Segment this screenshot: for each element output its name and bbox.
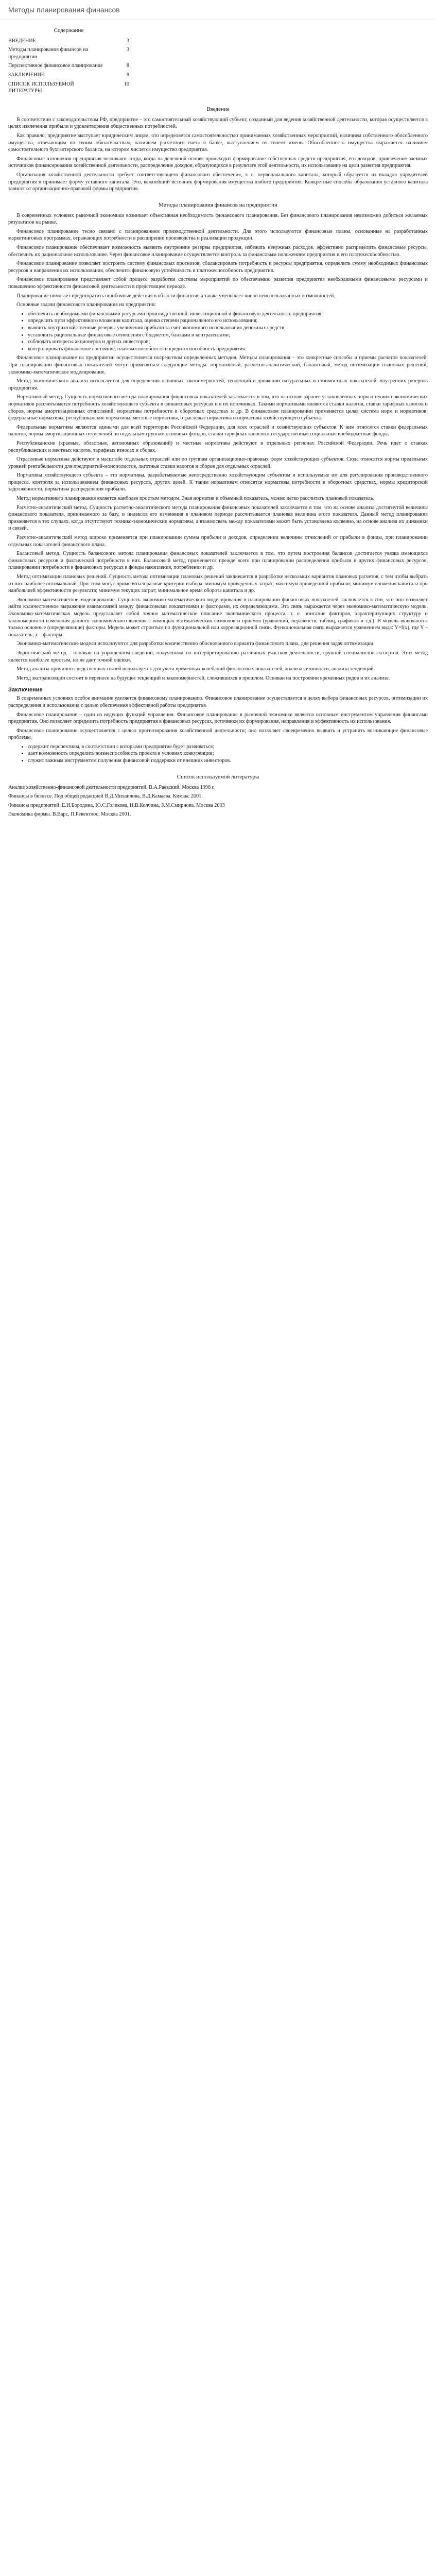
paragraph: Финансовое планирование позволяет построить систему финансовых прогнозов, сбалансировать потребность и ресурсы предприятия, определить сумму необходимых финансовых ресурсов и направления их использования, обеспечить финансовую устойчивость и платежеспособность предприятия. [8,261,428,274]
paragraph: Экономико-математическое моделирование. Сущность экономико-математического моделирования в планировании финансовых показателей заключается в том, что оно позволяет найти количественное выражение взаимосвязей между финансовыми показателями и факторами, их определяющими. Эта связь выражается через экономико-математическую модель. Экономико-математическая модель представляет собой точное математическое описание экономического процесса, т. е. описание факторов, характеризующих структуру и закономерности изменения данного экономического явления с помощью математических символов и приемов (уравнений, неравенств, таблиц, графиков и т.д.). В модель включаются только основные (определяющие) факторы. Модель может строиться по функциональной или корреляционной связи. Функциональная связь выражается уравнением вида: Y=f(x), где Y – показатель; x – факторы. [8,597,428,638]
toc-row[interactable]: ВВЕДЕНИЕ 3 [8,38,129,44]
paragraph: Основные задачи финансового планирования на предприятии: [16,302,156,308]
paragraph: Финансовое планирование обеспечивает возможность выявить внутренние резервы предприятия, избежать ненужных расходов, эффективно распределить финансовые ресурсы, обеспечить их рациональное использование. Через финансовое планирование осуществляется контроль за финансовым положением предприятия и его платежеспособностью. [8,245,428,258]
paragraph: Эвристический метод – основан на упрощенном сведении, полученном по интерпретированию различных участков деятельности, группой специалистов-экспертов. Этот метод является наиболее простым, но не дает точной оценки. [8,650,428,663]
page-header [0,0,436,20]
list-item: • выявить внутрихозяйственные резервы увеличения прибыли за счет экономного использования денежных средств; [28,325,428,332]
paragraph: Организация хозяйственной деятельности требует соответствующего финансового обеспечения, т. е. первоначального капитала, который образуется из вкладов учредителей предприятия и принимает форму уставного капитала. Это, важнейший источник формирования имущества любого предприятия. Конкретные способы образования уставного капитала зависят от организационно-правовой формы предприятия. [8,172,428,192]
methods-heading: Методы планирования финансов на предприятии [159,201,277,208]
paragraph: Нормативный метод. Сущность нормативного метода планирования финансовых показателей заключается в том, что на основе заранее установленных норм и технико-экономических нормативов рассчитывается потребность хозяйствующего субъекта в финансовых ресурсах и в их источниках. Такими нормативами являются ставки налогов, ставки тарифных взносов и сборов, нормы амортизационных отчислений, нормативы потребности в оборотных средствах и др. В финансовом планировании применяется целая система норм и нормативов: федеральные нормативы, республиканские нормативы, местные нормативы, отраслевые нормативы и нормативы хозяйствующего субъекта. [8,394,428,421]
paragraph: Финансовые отношения предприятия возникают тогда, когда на денежной основе происходит формирование собственных средств предприятия, его доходов, привлечение заемных источников финансирования хозяйственной деятельности, распределение доходов, образующихся в результате этой деятельности, их использование на цели развития предприятия. [8,156,428,169]
paragraph: Балансовый метод. Сущность балансового метода планирования финансовых показателей заключается в том, что путем построения балансов достигается увязка имеющихся финансовых ресурсов и фактической потребности в них. Балансовый метод применяется прежде всего при планировании распределения прибыли и других финансовых ресурсов, планировании потребности в финансовых ресурсах в фонды накопления, потребления и др. [8,551,428,571]
document-page [0,20,436,818]
paragraph: Финансовое планирование представляет собой процесс разработки системы мероприятий по обеспечению развития предприятия необходимыми финансовыми ресурсами и повышению эффективности финансовой деятельности в предстоящем периоде. [8,277,428,290]
list-item: • содержит перспективы, в соответствии с которыми предприятие будет развиваться; [28,743,428,751]
paragraph: Расчетно-аналитический метод. Сущность расчетно-аналитического метода планирования финансовых показателей заключается в том, что на основе анализа достигнутой величины финансового показателя, принимаемого за базу, и индексов его изменения в плановом периоде рассчитывается плановая величина этого показателя. Данный метод планирования применяется в тех случаях, когда отсутствуют технико-экономические нормативы, а взаимосвязь между показателями может быть установлена косвенно, на основе анализа их динамики и связей. [8,504,428,532]
bibliography-item: Финансы предприятий. Е.И.Бородина, Ю.С.Голикова, Н.В.Колчина, З.М.Смирнова. Москва 2003 [8,802,225,808]
bibliography-item: Финансы в бизнесе. Под общей редакцией В.Д.Михаилова, В.Д.Камаева. Кимакс 2001. [8,793,203,800]
paragraph: Отраслевые нормативы действуют в масштабе отдельных отраслей или по группам организационно-правовых форм хозяйствующих субъектов. Сюда относятся нормы предельных уровней рентабельности для предприятий-монополистов, льготные ставки налогов и сборов для отдельных отраслей. [8,456,428,469]
paragraph: Финансовое планирование – один из ведущих функций управления. Финансовое планирование в рыночной экономике является основным инструментом управления финансами предприятия. Оно позволяет определить потребность предприятия в финансовых ресурсах, источники их формирования, направления и эффективность их использования. [8,711,428,725]
toc-row[interactable]: СПИСОК ИСПОЛЬЗУЕМОЙ ЛИТЕРАТУРЫ 10 [8,81,129,94]
toc-row[interactable]: Перспективное финансовое планирование 8 [8,63,129,69]
paragraph: Финансовое планирование на предприятии осуществляется посредством определенных методов. Методы планирования – это конкретные способы и приемы расчетов показателей. При планировании финансовых показателей могут применяться следующие методы: нормативный, расчетно-аналитический, балансовый, метод оптимизации плановых решений, экономико-математическое моделирование. [8,355,428,375]
paragraph: Метод экстраполяции состоит в переносе на будущее тенденций и закономерностей, сложившихся в прошлом. Основан на построении временных рядов и их анализе. [16,675,390,681]
conclusion-heading: Заключение [8,687,43,693]
paragraph: В современных условиях особое внимание уделяется финансовому планированию. Финансовое планирование осуществляется в целях выбора финансовых ресурсов, оптимизации их распределения и использования с целью обеспечения эффективной работы предприятия. [8,696,428,708]
toc-row[interactable]: Методы планирования финансов на предприятии 3 [8,47,129,60]
list-item: • обеспечить необходимыми финансовыми ресурсами производственной, инвестиционной и финансовую деятельность предприятия; [28,311,428,318]
list-item: • служит важным инструментом получения финансовой поддержки от внешних инвесторов. [28,757,428,765]
paragraph: Экономико-математические модели используются для разработки количественно обоснованного варианта финансового плана, для решения задач оптимизации. [16,641,375,647]
paragraph: Метод анализа причинно-следственных связей используется для учета временных колебаний финансовых показателей, анализа сезонности, анализа тенденций. [16,666,375,672]
conclusion-list [8,743,428,765]
paragraph: Метод экономического анализа используется для определения основных закономерностей, тенденций в движении натуральных и стоимостных показателей, внутренних резервов предприятия. [8,378,428,391]
toc-title: Содержание [54,27,84,33]
list-item: • дает возможность определить жизнеспособность проекта в условиях конкуренции; [28,750,428,757]
toc-row[interactable]: ЗАКЛЮЧЕНИЕ 9 [8,72,129,78]
paragraph: Метод нормативного планирования является наиболее простым методом. Зная норматив и объемный показатель, можно легко рассчитать плановый показатель. [16,496,374,502]
paragraph: Финансовое планирование осуществляется с целью прогнозирования хозяйственной деятельности; оно позволяет своевременно выявить и устранить возникающие финансовые проблемы. [8,727,428,741]
list-item: • определить пути эффективного вложения капитала, оценка степени рационального его использования; [28,317,428,325]
list-item: • соблюдать интересы акционеров и других инвесторов; [28,338,428,346]
intro-heading: Введение [206,106,230,112]
paragraph: Как правило, предприятие выступает юридическим лицом, что определяется самостоятельностью принимаемых хозяйственных мероприятий, наличием собственного обособленного имущества, отвечающим по своим обязательствам, наличием расчетного счета в банке, выступлением от своего имени. Обособленность имущества выражается наличием самостоятельного бухгалтерского баланса, на котором числятся имущество предприятия. [8,132,428,153]
document-title: Методы планирования финансов [8,6,120,14]
paragraph: В соответствии с законодательством РФ, предприятие – это самостоятельный хозяйствующий субъект, созданный для ведения хозяйственной деятельности, которая осуществляется в целях извлечения прибыли и удовлетворения общественных потребностей. [8,116,428,130]
paragraph: Финансовое планирование тесно связано с планированием производственной деятельности. Для этого используются финансовые планы, основанные на разработанных маркетинговых программах, отражающих потребности в расширении производства и реализации продукции. [8,228,428,242]
paragraph: Планирование помогает предотвратить ошибочные действия в области финансов, а также уменьшает число неиспользованных возможностей. [16,293,335,299]
bibliography-item: Экономика фирмы. В.Варс, П.Ревентлос, Москва 2001. [8,811,131,818]
tasks-list [8,311,428,353]
paragraph: В современных условиях рыночной экономики возникает объективная необходимость финансового планирования. Без финансового планирования невозможно добиться желаемых результатов на рынке. [8,212,428,226]
paragraph: Республиканские (краевые, областные, автономных образований) и местные нормативы действуют в отдельных регионах Российской Федерации. Речь идет о ставках республиканских и местных налогов, тарифных взносах и сборах. [8,440,428,453]
paragraph: Федеральные нормативы являются едиными для всей территории Российской Федерации, для всех отраслей и хозяйствующих субъектов. К ним относятся ставки федеральных налогов, нормы амортизационных отчислений по отдельным группам основных фондов, ставки тарифных взносов в государственные социальные внебюджетные фонды. [8,424,428,437]
paragraph: Расчетно-аналитический метод широко применяется при планировании суммы прибыли и доходов, определении величины отчислений от прибыли в фонды, при планировании отдельных показателей финансового плана. [8,535,428,548]
paragraph: Метод оптимизации плановых решений. Сущность метода оптимизации плановых решений заключается в разработке нескольких вариантов плановых расчетов, с тем чтобы выбрать из них наиболее оптимальный. При этом могут применяться разные критерии выбора: минимум приведенных затрат; максимум приведенной прибыли; минимум вложения капитала при наибольшей эффективности результата; минимум текущих затрат; минимальное время оборота капитала и др. [8,574,428,594]
list-item: • установить рациональные финансовые отношения с бюджетом, банками и контрагентами; [28,332,428,339]
table-of-contents [8,27,129,95]
bibliography-item: Анализ хозяйственно-финансовой деятельности предприятий. В.А.Раевский. Москва 1998 г. [8,784,215,790]
bibliography-heading: Список используемой литературы [177,773,259,780]
paragraph: Нормативы хозяйствующего субъекта – это нормативы, разрабатываемые непосредственно хозяйствующим субъектом и используемые им для регулирования производственного процесса, контроля за использованием финансовых ресурсов, других целей. К таким нормативам относятся нормативы потребности в оборотных средствах, нормы кредиторской задолженности, нормативы распределения прибыли. [8,472,428,493]
list-item: • контролировать финансовое состояние, платежеспособность и кредитоспособность предприятия. [28,346,428,353]
bibliography [8,784,428,818]
